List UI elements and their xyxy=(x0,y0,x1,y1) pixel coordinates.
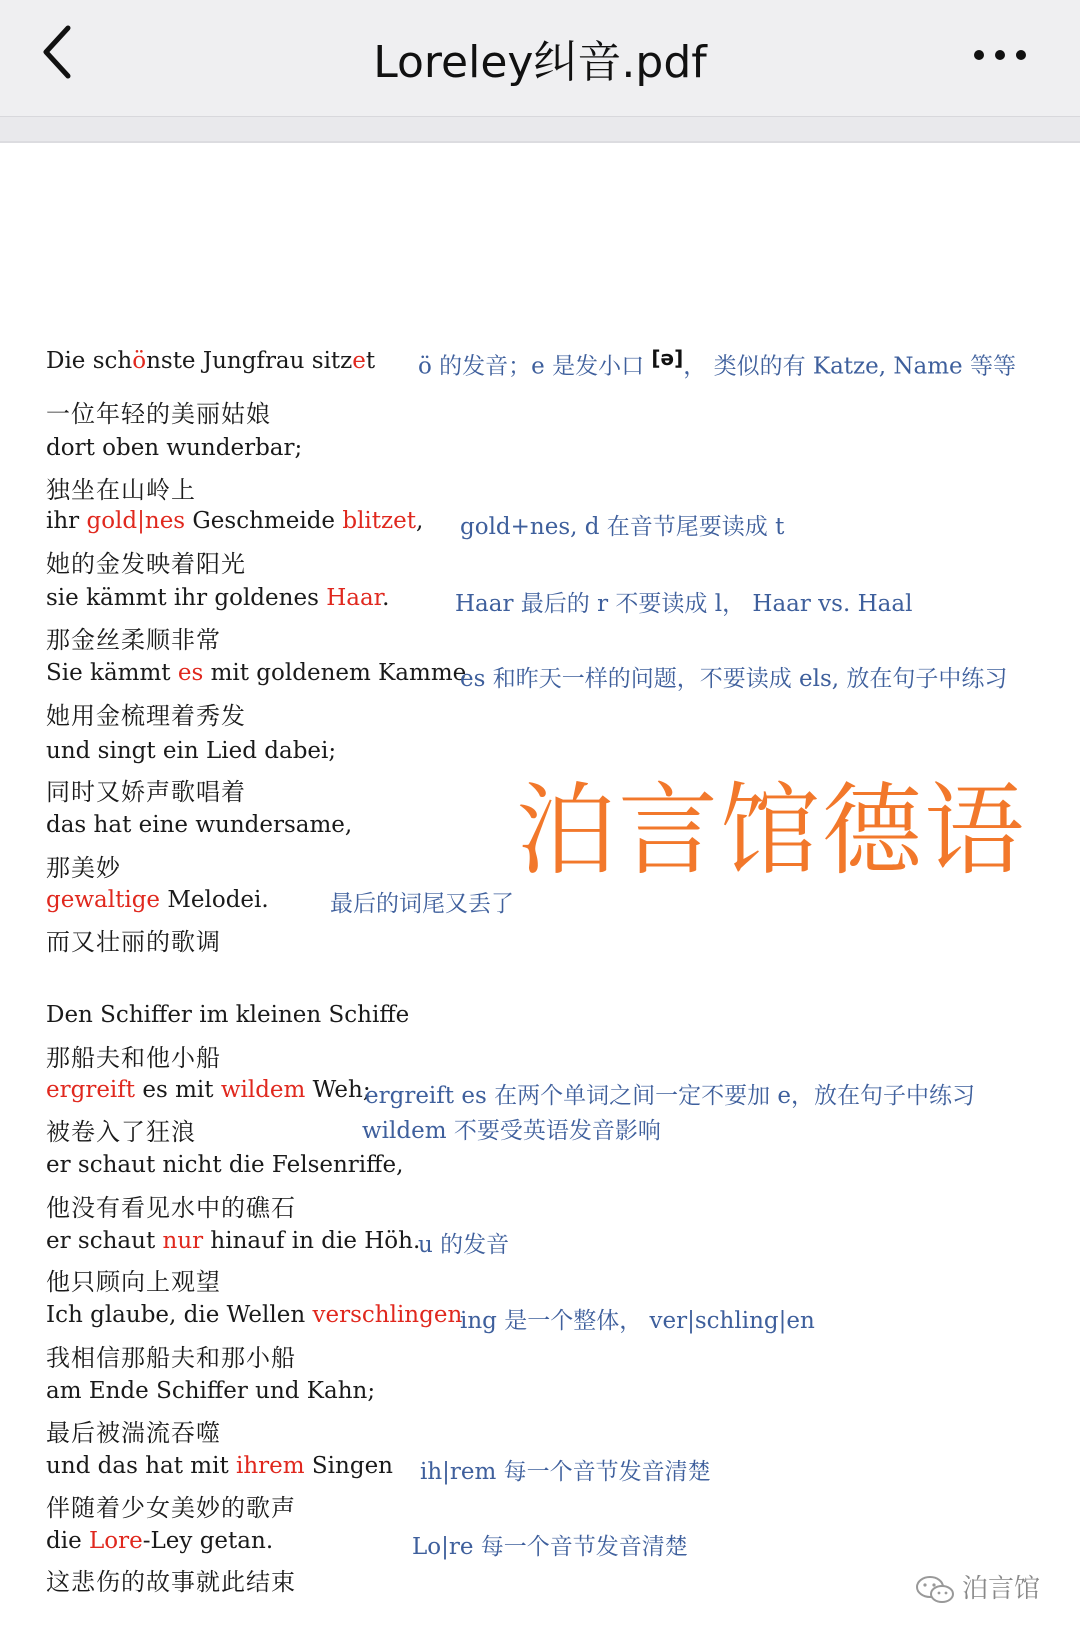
document-title: Loreley纠音.pdf xyxy=(373,37,707,88)
lyric-line-cn: 一位年轻的美丽姑娘 xyxy=(46,400,271,428)
lyric-line-de: am Ende Schiffer und Kahn; xyxy=(46,1378,376,1404)
lyric-line-de: ihr gold|nes Geschmeide blitzet, xyxy=(46,508,424,534)
lyric-line-de: ergreift es mit wildem Weh; xyxy=(46,1077,371,1103)
lyric-line-cn: 他只顾向上观望 xyxy=(46,1268,221,1296)
lyric-line-de: Ich glaube, die Wellen verschlingen xyxy=(46,1302,463,1328)
lyric-line-cn: 这悲伤的故事就此结束 xyxy=(46,1568,296,1596)
lyric-line-de: und das hat mit ihrem Singen xyxy=(46,1453,393,1479)
lyric-line-de: Die schönste Jungfrau sitzet xyxy=(46,348,376,374)
pronunciation-note: wildem 不要受英语发音影响 xyxy=(362,1118,661,1144)
lyric-line-de: er schaut nicht die Felsenriffe, xyxy=(46,1152,404,1178)
lyric-line-cn: 伴随着少女美妙的歌声 xyxy=(46,1494,296,1522)
pronunciation-note: gold+nes, d 在音节尾要读成 t xyxy=(460,514,785,540)
more-dot-icon xyxy=(974,50,984,60)
lyric-line-cn: 那美妙 xyxy=(46,854,121,882)
lyric-line-de: das hat eine wundersame, xyxy=(46,812,353,838)
pronunciation-note: ö 的发音；e 是发小口 [ə]， 类似的有 Katze, Name 等等 xyxy=(418,346,1016,380)
toolbar-divider xyxy=(0,117,1080,143)
brand-watermark: 泊言馆德语 xyxy=(516,772,1026,889)
more-dot-icon xyxy=(1016,50,1026,60)
lyric-line-de: gewaltige Melodei. xyxy=(46,887,269,913)
pronunciation-note: ing 是一个整体， ver|schling|en xyxy=(460,1308,815,1334)
brand-mark xyxy=(914,1568,1040,1606)
pronunciation-note: Haar 最后的 r 不要读成 l， Haar vs. Haal xyxy=(455,591,913,617)
lyric-line-cn: 那金丝柔顺非常 xyxy=(46,626,221,654)
lyric-line-cn: 同时又娇声歌唱着 xyxy=(46,778,246,806)
pronunciation-note: ergreift es 在两个单词之间一定不要加 e，放在句子中练习 xyxy=(365,1083,976,1109)
more-options-button[interactable] xyxy=(970,40,1030,70)
lyric-line-cn: 我相信那船夫和那小船 xyxy=(46,1344,296,1372)
lyric-line-cn: 被卷入了狂浪 xyxy=(46,1118,196,1146)
lyric-line-de: Sie kämmt es mit goldenem Kamme xyxy=(46,660,467,686)
lyric-line-de: sie kämmt ihr goldenes Haar. xyxy=(46,585,390,611)
lyric-line-cn: 那船夫和他小船 xyxy=(46,1044,221,1072)
wechat-icon xyxy=(914,1574,956,1606)
lyric-line-de: und singt ein Lied dabei; xyxy=(46,738,337,764)
lyric-line-de: dort oben wunderbar; xyxy=(46,435,303,461)
lyric-line-de: die Lore-Ley getan. xyxy=(46,1528,274,1554)
lyric-line-cn: 而又壮丽的歌调 xyxy=(46,928,221,956)
ipa-symbol: [ə] xyxy=(651,346,684,370)
lyric-line-cn: 最后被湍流吞噬 xyxy=(46,1419,221,1447)
pronunciation-note: es 和昨天一样的问题，不要读成 els, 放在句子中练习 xyxy=(460,666,1008,692)
lyric-line-de: er schaut nur hinauf in die Höh. xyxy=(46,1228,421,1254)
lyric-line-de: Den Schiffer im kleinen Schiffe xyxy=(46,1002,410,1028)
pronunciation-note: 最后的词尾又丢了 xyxy=(330,891,514,917)
lyric-line-cn: 他没有看见水中的礁石 xyxy=(46,1194,296,1222)
pronunciation-note: ih|rem 每一个音节发音清楚 xyxy=(420,1459,711,1485)
top-navigation-bar xyxy=(0,0,1080,117)
lyric-line-cn: 独坐在山岭上 xyxy=(46,476,196,504)
pronunciation-note: u 的发音 xyxy=(418,1232,510,1258)
brand-label: 泊言馆 xyxy=(962,1574,1041,1604)
more-dot-icon xyxy=(995,50,1005,60)
pronunciation-note: Lo|re 每一个音节发音清楚 xyxy=(412,1534,688,1560)
lyric-line-cn: 她的金发映着阳光 xyxy=(46,550,246,578)
lyric-line-cn: 她用金梳理着秀发 xyxy=(46,702,246,730)
